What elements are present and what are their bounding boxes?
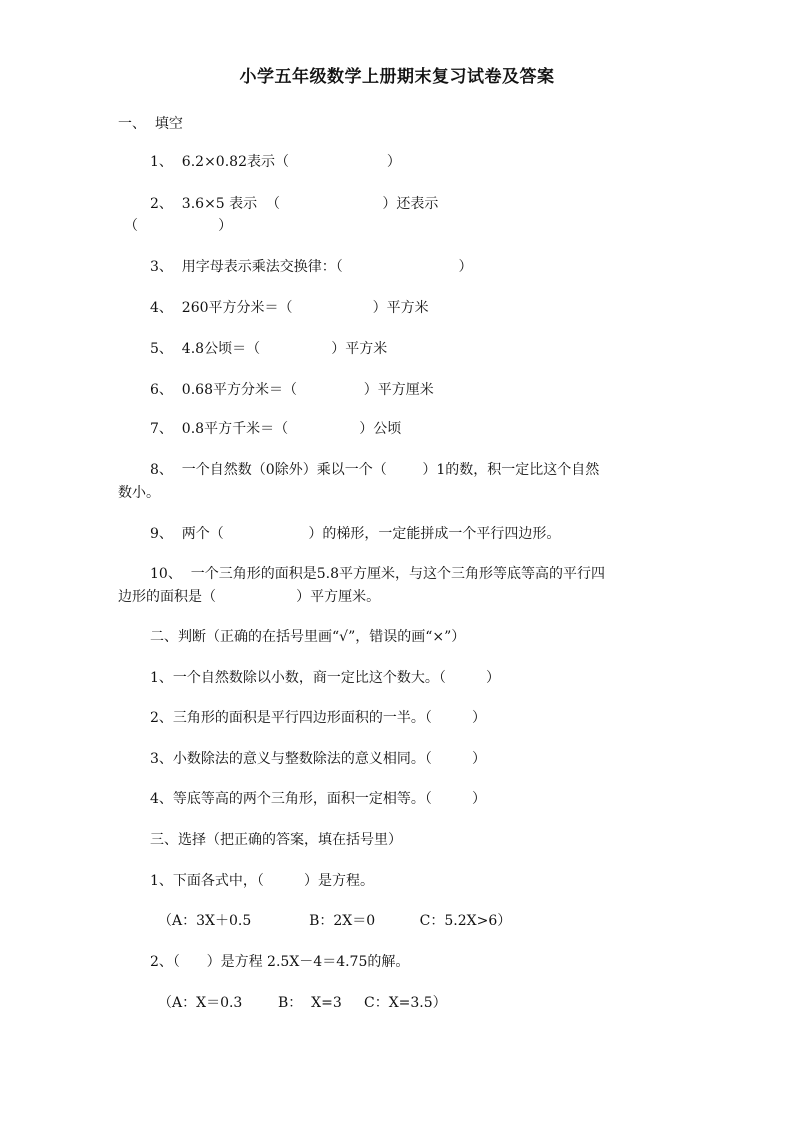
judgement-item: 2、三角形的面积是平行四边形面积的一半。（ ） [150, 710, 486, 726]
section-heading-fill-in: 一、 填空 [118, 116, 183, 132]
section-heading-choice: 三、选择（把正确的答案，填在括号里） [150, 832, 402, 848]
question-text: 6、 0.68平方分米＝（ ）平方厘米 [150, 382, 434, 398]
question-text: 5、 4.8公顷＝（ ）平方米 [150, 341, 388, 357]
judgement-item: 3、小数除法的意义与整数除法的意义相同。（ ） [150, 751, 486, 767]
question-text: （ ） [124, 218, 233, 234]
page-title: 小学五年级数学上册期末复习试卷及答案 [239, 67, 555, 87]
question-text: 8、 一个自然数（0除外）乘以一个（ ）1的数，积一定比这个自然 [150, 462, 600, 478]
question-text: 10、 一个三角形的面积是5.8平方厘米，与这个三角形等底等高的平行四 [150, 566, 605, 582]
question-text: 数小。 [118, 485, 160, 501]
question-text: 边形的面积是（ ）平方厘米。 [118, 589, 381, 605]
choice-options: （A：X＝0.3 B： X=3 C：X=3.5） [158, 995, 447, 1011]
question-text: 9、 两个（ ）的梯形，一定能拼成一个平行四边形。 [150, 526, 561, 542]
question-text: 3、 用字母表示乘法交换律：（ ） [150, 259, 473, 275]
choice-question: 1、下面各式中，（ ）是方程。 [150, 873, 374, 889]
question-text: 4、 260平方分米＝（ ）平方米 [150, 300, 429, 316]
question-text: 1、 6.2×0.82表示（ ） [150, 154, 401, 170]
judgement-item: 4、等底等高的两个三角形，面积一定相等。（ ） [150, 791, 486, 807]
question-text: 7、 0.8平方千米＝（ ）公顷 [150, 421, 402, 437]
choice-question: 2、（ ）是方程 2.5X－4＝4.75的解。 [150, 954, 410, 970]
question-text: 2、 3.6×5 表示 （ ）还表示 [150, 196, 439, 212]
judgement-item: 1、一个自然数除以小数，商一定比这个数大。（ ） [150, 670, 500, 686]
section-heading-judge: 二、判断（正确的在括号里画“√”，错误的画“×”） [150, 629, 466, 645]
choice-options: （A：3X＋0.5 B：2X＝0 C：5.2X>6） [158, 913, 512, 929]
